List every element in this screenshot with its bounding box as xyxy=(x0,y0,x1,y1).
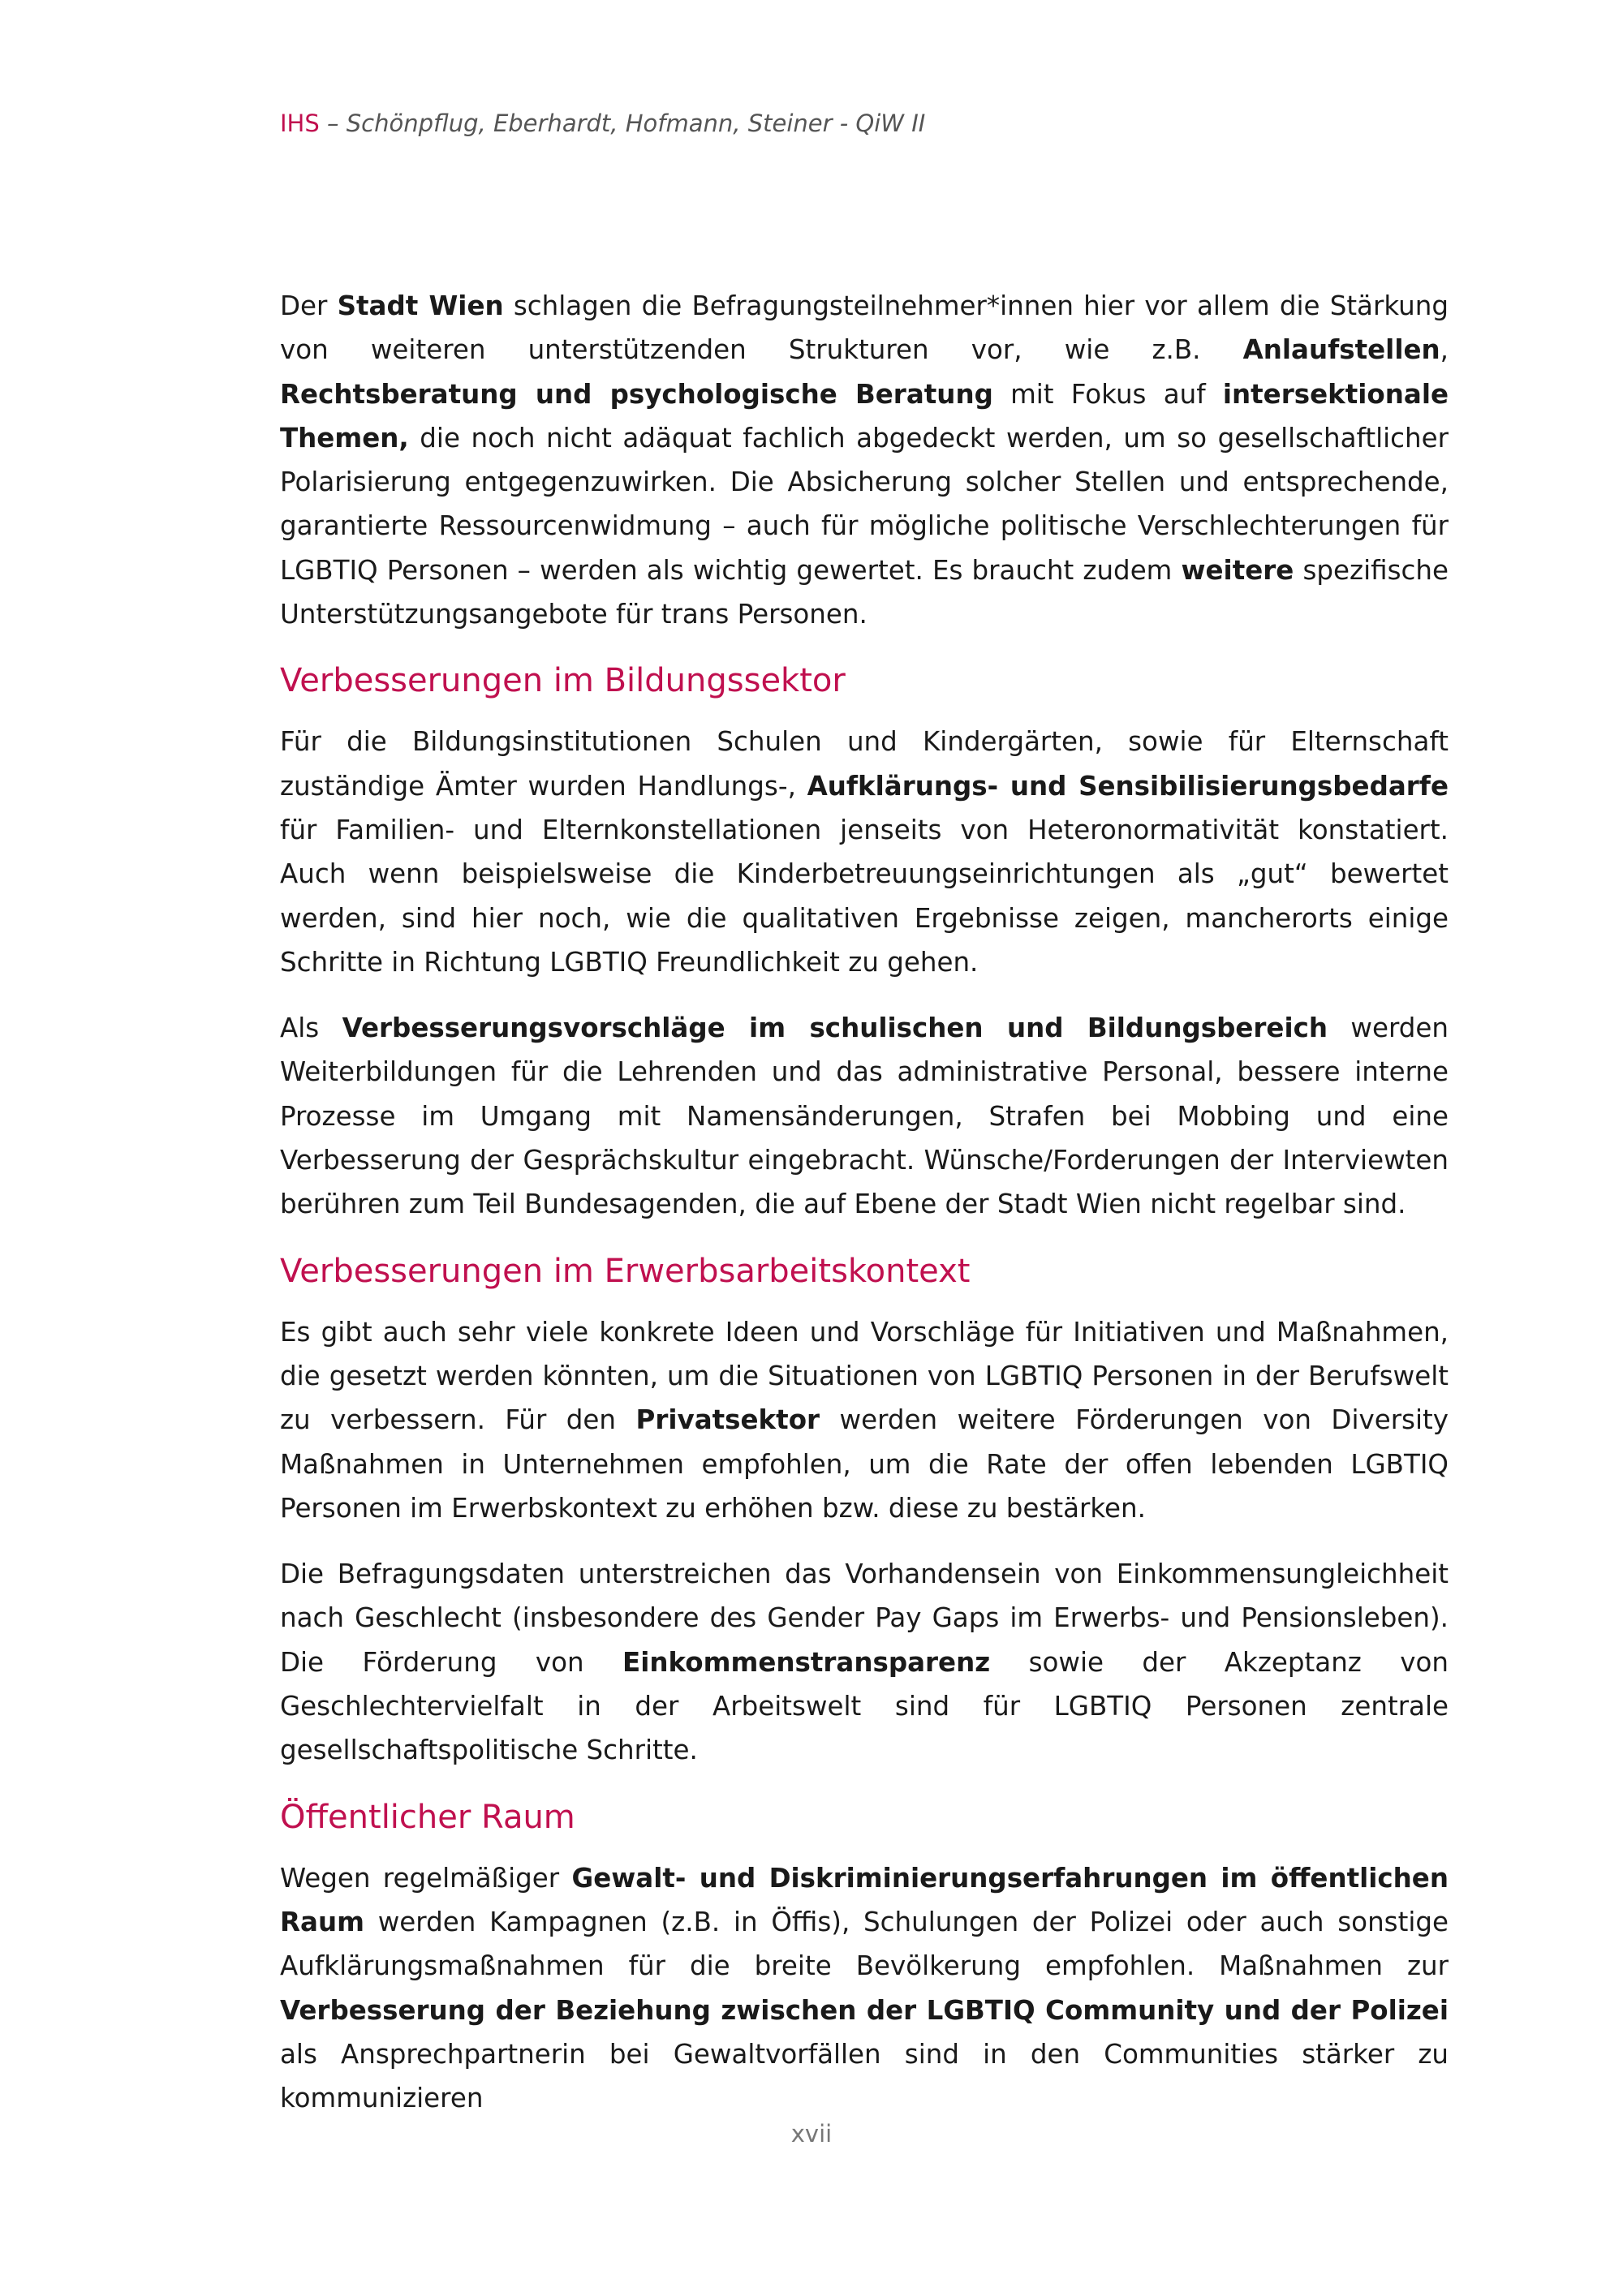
paragraph-bildungsinstitutionen: Für die Bildungsinstitutionen Schulen und Kindergärten, sowie für Elternschaft zuständige Ämter wurden Handlungs-, Aufklärungs- und Sensibilisierungsbedarfe für Familien- und Elternkonstellationen jenseits von Heteronormativität konstatiert. Auch wenn beispielsweise die Kinderbetreuungseinrichtungen als „gut“ bewertet werden, sind hier noch, wie die qualitativen Ergebnisse zeigen, mancherorts einige Schritte in Richtung LGBTIQ Freundlichkeit zu gehen. xyxy=(280,726,1449,978)
header-authors-title: – Schönpflug, Eberhardt, Hofmann, Steiner - QiW II xyxy=(319,110,926,137)
section-heading-bildungssektor: Verbesserungen im Bildungssektor xyxy=(280,662,846,700)
paragraph-einkommen: Die Befragungsdaten unterstreichen das Vorhandensein von Einkommensungleichheit nach Geschlecht (insbesondere des Gender Pay Gaps im Erwerbs- und Pensionsleben). Die Förderung von Einkommenstransparenz sowie der Akzeptanz von Geschlechtervielfalt in der Arbeitswelt sind für LGBTIQ Personen zentrale gesellschaftspolitische Schritte. xyxy=(280,1559,1449,1766)
page-number: xvii xyxy=(790,2120,833,2148)
paragraph-privatsektor: Es gibt auch sehr viele konkrete Ideen und Vorschläge für Initiativen und Maßnahmen, die gesetzt werden könnten, um die Situationen von LGBTIQ Personen in der Berufswelt zu verbessern. Für den Privatsektor werden weitere Förderungen von Diversity Maßnahmen in Unternehmen empfohlen, um die Rate der offen lebenden LGBTIQ Personen im Erwerbskontext zu erhöhen bzw. diese zu bestärken. xyxy=(280,1316,1449,1524)
section-heading-erwerbsarbeit: Verbesserungen im Erwerbsarbeitskontext xyxy=(280,1252,971,1290)
paragraph-stadt-wien: Der Stadt Wien schlagen die Befragungsteilnehmer*innen hier vor allem die Stärkung von weiteren unterstützenden Strukturen vor, wie z.B. Anlaufstellen, Rechtsberatung und psychologische Beratung mit Fokus auf intersektionale Themen, die noch nicht adäquat fachlich abgedeckt werden, um so gesellschaftlicher Polarisierung entgegenzuwirken. Die Absicherung solcher Stellen und entsprechende, garantierte Ressourcenwidmung – auch für mögliche politische Verschlechterungen für LGBTIQ Personen – werden als wichtig gewertet. Es braucht zudem weitere spezifische Unterstützungsangebote für trans Personen. xyxy=(280,290,1449,630)
header-institution: IHS xyxy=(280,110,320,137)
body-content xyxy=(280,284,1449,2142)
section-heading-oeffentlicher-raum: Öffentlicher Raum xyxy=(280,1798,575,1836)
paragraph-schulbereich: Als Verbesserungsvorschläge im schulischen und Bildungsbereich werden Weiterbildungen für die Lehrenden und das administrative Personal, bessere interne Prozesse im Umgang mit Namensänderungen, Strafen bei Mobbing und eine Verbesserung der Gesprächskultur eingebracht. Wünsche/Forderungen der Interviewten berühren zum Teil Bundesagenden, die auf Ebene der Stadt Wien nicht regelbar sind. xyxy=(280,1013,1449,1220)
paragraph-oeffentlicher-raum: Wegen regelmäßiger Gewalt- und Diskriminierungserfahrungen im öffentlichen Raum werden Kampagnen (z.B. in Öffis), Schulungen der Polizei oder auch sonstige Aufklärungsmaßnahmen für die breite Bevölkerung empfohlen. Maßnahmen zur Verbesserung der Beziehung zwischen der LGBTIQ Community und der Polizei als Ansprechpartnerin bei Gewaltvorfällen sind in den Communities stärker zu kommunizieren xyxy=(280,1862,1449,2114)
running-header xyxy=(280,107,925,140)
